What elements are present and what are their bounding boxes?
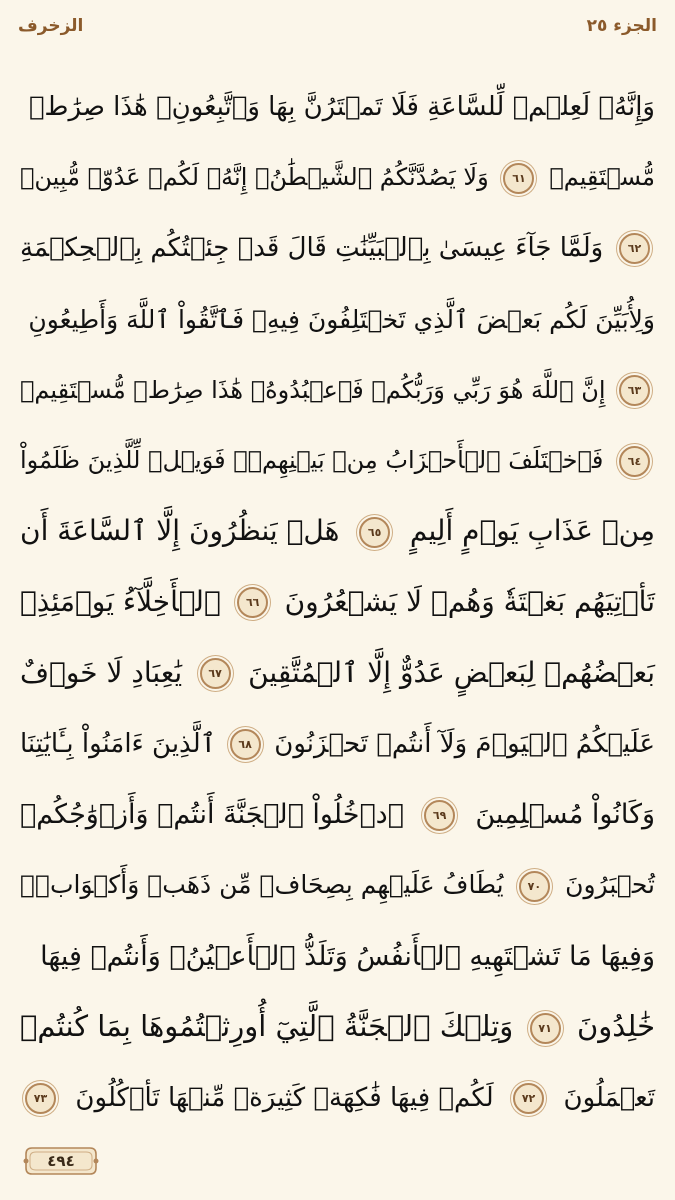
line-content bbox=[20, 1009, 656, 1044]
ayah-number-marker: ٦٤ bbox=[619, 446, 650, 477]
verse-text: وَلَمَّا جَآءَ عِيسَىٰ بِٱلۡبَيِّنَٰتِ قَالَ قَدۡ جِئۡتُكُم بِٱلۡحِكۡمَةِ bbox=[20, 233, 604, 264]
ayah-number-marker: ٦٦ bbox=[237, 587, 268, 618]
juz-label: الجزء ٢٥ bbox=[586, 16, 657, 36]
text-line bbox=[20, 497, 655, 568]
text-line bbox=[20, 214, 655, 285]
line-content bbox=[20, 871, 655, 902]
page-number: ٤٩٤ bbox=[47, 1152, 75, 1170]
verse-text: ٱلۡأَخِلَّآءُ يَوۡمَئِذِۭ bbox=[20, 584, 221, 618]
ayah-number-marker: ٦١ bbox=[503, 163, 534, 194]
line-content bbox=[20, 446, 655, 477]
verse-text: هَلۡ يَنظُرُونَ إِلَّا ٱلسَّاعَةَ أَن bbox=[20, 514, 340, 548]
verse-text: عَلَيۡكُمُ ٱلۡيَوۡمَ وَلَآ أَنتُمۡ تَحۡزَنُونَ bbox=[274, 729, 656, 760]
ayah-number-marker: ٦٢ bbox=[619, 233, 650, 264]
text-line bbox=[20, 922, 655, 993]
line-content bbox=[20, 1083, 655, 1114]
ayah-number-marker: ٦٥ bbox=[359, 517, 390, 548]
line-content bbox=[20, 941, 655, 973]
verse-text: وَفِيهَا مَا تَشۡتَهِيهِ ٱلۡأَنفُسُ وَتَلَذُّ ٱلۡأَعۡيُنُۖ وَأَنتُمۡ فِيهَا bbox=[40, 941, 655, 973]
verse-text: فَٱخۡتَلَفَ ٱلۡأَحۡزَابُ مِنۢ بَيۡنِهِمۡۖ فَوَيۡلٞ لِّلَّذِينَ ظَلَمُواْ bbox=[20, 446, 604, 475]
text-line bbox=[20, 638, 655, 709]
ayah-number-marker: ٧١ bbox=[530, 1013, 561, 1044]
verse-text: بَعۡضُهُمۡ لِبَعۡضٍ عَدُوٌّ إِلَّا ٱلۡمُتَّقِينَ bbox=[248, 655, 655, 689]
line-content bbox=[20, 163, 655, 194]
line-content bbox=[20, 655, 655, 689]
line-content bbox=[20, 305, 655, 335]
ayah-number-marker: ٧٠ bbox=[519, 871, 550, 902]
ayah-number-marker: ٧٣ bbox=[25, 1083, 56, 1114]
verse-text: تُحۡبَرُونَ bbox=[565, 870, 655, 900]
verse-text: وَكَانُواْ مُسۡلِمِينَ bbox=[475, 798, 655, 830]
verse-text: وَإِنَّهُۥ لَعِلۡمٞ لِّلسَّاعَةِ فَلَا تَمۡتَرُنَّ بِهَا وَٱتَّبِعُونِۚ هَٰذَا صِرَٰطٞ bbox=[28, 92, 655, 123]
surah-name: الزخرف bbox=[18, 16, 84, 36]
line-content bbox=[20, 584, 655, 618]
verse-text: مِنۡ عَذَابِ يَوۡمٍ أَلِيمٍ bbox=[409, 514, 655, 548]
text-line bbox=[20, 143, 655, 214]
verse-text: ٱدۡخُلُواْ ٱلۡجَنَّةَ أَنتُمۡ وَأَزۡوَٰجُكُمۡ bbox=[20, 798, 404, 830]
ayah-number-marker: ٦٧ bbox=[200, 658, 231, 689]
page-number-badge bbox=[22, 1144, 100, 1178]
text-line bbox=[20, 72, 655, 143]
text-line bbox=[20, 568, 655, 639]
ayah-number-marker: ٦٣ bbox=[619, 375, 650, 406]
verse-text: إِنَّ ٱللَّهَ هُوَ رَبِّي وَرَبُّكُمۡ فَٱعۡبُدُوهُۚ هَٰذَا صِرَٰطٞ مُّسۡتَقِيمٞ bbox=[20, 375, 606, 404]
verse-text: وَتِلۡكَ ٱلۡجَنَّةُ ٱلَّتِيٓ أُورِثۡتُمُوهَا بِمَا كُنتُمۡ bbox=[20, 1009, 514, 1044]
ayah-number-marker: ٦٩ bbox=[424, 800, 455, 831]
verse-text: لَكُمۡ فِيهَا فَٰكِهَةٞ كَثِيرَةٞ مِّنۡهَا تَأۡكُلُونَ bbox=[75, 1083, 494, 1114]
line-content bbox=[20, 375, 655, 406]
line-content bbox=[20, 800, 655, 831]
text-line bbox=[20, 355, 655, 426]
text-line bbox=[20, 1063, 655, 1134]
line-content bbox=[20, 729, 655, 760]
verse-text: يَٰعِبَادِ لَا خَوۡفٌ bbox=[20, 655, 183, 689]
text-line bbox=[20, 780, 655, 851]
verse-text: ٱلَّذِينَ ءَامَنُواْ بِـَٔايَٰتِنَا bbox=[20, 729, 216, 760]
page-header bbox=[18, 12, 657, 40]
verse-text: مُّسۡتَقِيمٞ bbox=[549, 163, 655, 192]
text-line bbox=[20, 992, 655, 1063]
text-line bbox=[20, 851, 655, 922]
line-content bbox=[20, 233, 655, 264]
line-content bbox=[20, 514, 655, 548]
verse-text: يُطَافُ عَلَيۡهِم بِصِحَافٖ مِّن ذَهَبٖ وَأَكۡوَابٖۖ bbox=[20, 870, 504, 900]
text-line bbox=[20, 709, 655, 780]
quran-text-block bbox=[20, 72, 655, 1134]
ayah-number-marker: ٦٨ bbox=[230, 729, 261, 760]
text-line bbox=[20, 284, 655, 355]
verse-text: تَأۡتِيَهُم بَغۡتَةٗ وَهُمۡ لَا يَشۡعُرُونَ bbox=[284, 584, 655, 618]
line-content bbox=[20, 92, 655, 123]
verse-text: تَعۡمَلُونَ bbox=[563, 1083, 656, 1114]
text-line bbox=[20, 426, 655, 497]
verse-text: وَلِأُبَيِّنَ لَكُم بَعۡضَ ٱلَّذِي تَخۡتَلِفُونَ فِيهِۖ فَٱتَّقُواْ ٱللَّهَ وَأَطِيعُونِ bbox=[28, 305, 655, 335]
verse-text: وَلَا يَصُدَّنَّكُمُ ٱلشَّيۡطَٰنُۖ إِنَّهُۥ لَكُمۡ عَدُوّٞ مُّبِينٞ bbox=[20, 163, 489, 192]
ayah-number-marker: ٧٢ bbox=[513, 1083, 544, 1114]
verse-text: خَٰلِدُونَ bbox=[576, 1009, 656, 1044]
